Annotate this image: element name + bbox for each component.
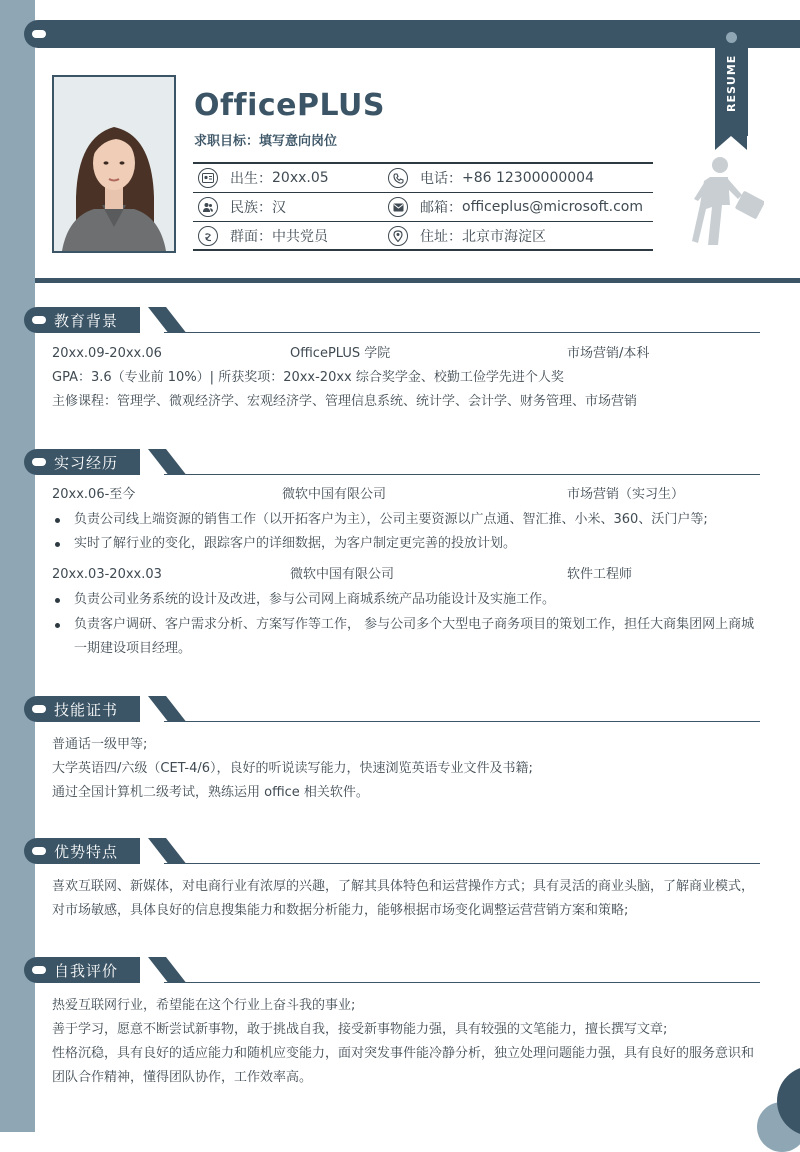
education-school: OfficePLUS 学院 [290,346,391,361]
section-title: 实习经历 [54,454,119,472]
job-objective: 求职目标：填写意向岗位 [194,134,338,149]
info-label: 电话： [420,171,462,187]
walking-businessman-icon [692,155,764,251]
self-eval-line: 热爱互联网行业，希望能在这个行业上奋斗我的事业; [52,998,356,1013]
section-header-internship [24,449,760,475]
party-emblem-icon [198,226,218,246]
id-card-icon [198,168,218,188]
job-bullet: 实时了解行业的变化，跟踪客户的详细数据，为客户制定更完善的投放计划。 [52,532,758,556]
location-pin-icon [388,226,408,246]
header-divider [35,278,800,283]
strengths-text: 喜欢互联网、新媒体，对电商行业有浓厚的兴趣，了解其具体特色和运营操作方式；具有灵活的商业头脑，了解商业模式，对市场敏感，具体良好的信息搜集能力和数据分析能力，能够根据市场变化调整运营营销方案和策略; [52,879,755,918]
section-title: 教育背景 [54,312,119,330]
section-header-education [24,307,760,333]
info-label: 邮箱： [420,200,462,216]
info-address [388,226,546,246]
education-gpa: GPA：3.6（专业前 10%）| 所获奖项：20xx-20xx 综合奖学金、校勤工俭学先进个人奖 [52,370,564,385]
skill-line: 普通话一级甲等; [52,737,148,752]
mail-icon [388,197,408,217]
info-row-rule [193,221,653,222]
info-label: 出生： [230,171,272,187]
resume-ribbon [715,20,748,136]
info-top-rule [193,162,653,164]
info-bottom-rule [193,249,653,251]
info-value: officeplus@microsoft.com [462,199,643,215]
info-value: 北京市海淀区 [462,229,546,245]
top-banner-bar [24,20,800,48]
info-ethnicity [198,197,286,217]
skill-line: 通过全国计算机二级考试，熟练运用 office 相关软件。 [52,785,369,800]
section-title: 技能证书 [54,701,119,719]
info-label: 住址： [420,229,462,245]
self-eval-line: 性格沉稳，具有良好的适应能力和随机应变能力，面对突发事件能冷静分析，独立处理问题能力强，具有良好的服务意识和团队合作精神，懂得团队协作，工作效率高。 [52,1046,755,1085]
resume-tag: RESUME [725,54,738,112]
info-political [198,226,328,246]
info-email [388,197,643,217]
education-courses: 主修课程：管理学、微观经济学、宏观经济学、管理信息系统、统计学、会计学、财务管理、市场营销 [52,394,638,409]
section-header-skills [24,696,760,722]
info-label: 群面： [230,229,272,245]
info-label: 民族： [230,200,272,216]
job-role: 市场营销（实习生） [567,487,685,502]
info-row-rule [193,192,653,193]
info-value: 20xx.05 [272,170,329,186]
candidate-name: OfficePLUS [194,88,386,123]
phone-icon [388,168,408,188]
section-title: 自我评价 [54,962,119,980]
section-header-self-evaluation [24,957,760,983]
section-title: 优势特点 [54,843,119,861]
job-bullet: 负责公司线上端资源的销售工作（以开拓客户为主），公司主要资源以广点通、智汇推、小米、360、沃门户等; [52,508,758,532]
job-period: 20xx.03-20xx.03 [52,567,162,582]
job-bullet: 负责客户调研、客户需求分析、方案写作等工作， 参与公司多个大型电子商务项目的策划工作，担任大商集团网上商城一期建设项目经理。 [52,613,758,661]
info-birth [198,168,329,188]
job-company: 微软中国有限公司 [282,487,387,502]
ribbon-dot [726,32,737,43]
section-header-strengths [24,838,760,864]
job-bullet: 负责公司业务系统的设计及改进，参与公司网上商城系统产品功能设计及实施工作。 [52,588,758,612]
people-icon [198,197,218,217]
job-company: 微软中国有限公司 [290,567,395,582]
job-role: 软件工程师 [567,567,633,582]
education-period: 20xx.09-20xx.06 [52,346,162,361]
self-eval-line: 善于学习，愿意不断尝试新事物，敢于挑战自我，接受新事物能力强，具有较强的文笔能力，擅长撰写文章; [52,1022,668,1037]
profile-photo [52,75,176,253]
education-major: 市场营销/本科 [567,346,650,361]
job-period: 20xx.06-至今 [52,487,136,502]
info-value: +86 12300000004 [462,170,594,186]
info-value: 汉 [272,200,286,216]
skill-line: 大学英语四/六级（CET-4/6），良好的听说读写能力，快速浏览英语专业文件及书籍; [52,761,533,776]
info-phone [388,168,594,188]
info-value: 中共党员 [272,229,328,245]
